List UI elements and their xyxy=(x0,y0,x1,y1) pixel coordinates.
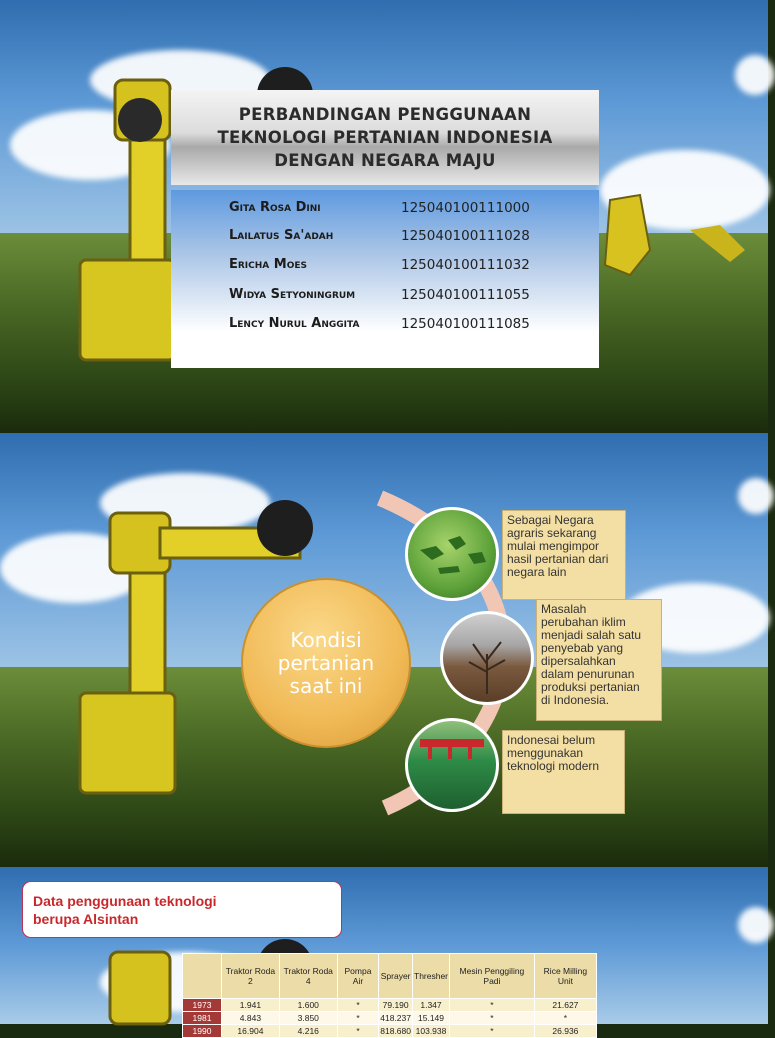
table-cell: 4.216 xyxy=(279,1025,337,1038)
members-panel xyxy=(171,190,599,368)
table-cell-year: 1981 xyxy=(183,1012,222,1025)
member-nim: 125040100111085 xyxy=(401,316,530,332)
drought-circle-image xyxy=(440,611,534,705)
table-header: Traktor Roda 2 xyxy=(222,954,280,999)
table-cell: 79.190 xyxy=(379,999,413,1012)
table-cell: * xyxy=(450,1025,535,1038)
table-header: Mesin Penggiling Padi xyxy=(450,954,535,999)
info-box-technology: Indonesai belum menggunakan teknologi modern xyxy=(502,730,625,814)
member-nim: 125040100111032 xyxy=(401,257,530,273)
table-cell: 1.600 xyxy=(279,999,337,1012)
table-cell: 818.680 xyxy=(380,1026,411,1036)
table-cell: 3.850 xyxy=(279,1012,337,1025)
table-header xyxy=(183,954,222,999)
table-cell: 103.938 xyxy=(413,1025,450,1038)
member-nim: 125040100111055 xyxy=(401,287,530,303)
table-cell: 16.904 xyxy=(222,1025,280,1038)
table-header: Traktor Roda 4 xyxy=(279,954,337,999)
table-cell: * xyxy=(534,1012,596,1025)
table-cell: * xyxy=(450,999,535,1012)
member-name: Lency Nurul Anggita xyxy=(229,316,360,331)
tractor-circle-image xyxy=(405,718,499,812)
info-box-import: Sebagai Negara agraris sekarang mulai mengimpor hasil pertanian dari negara lain xyxy=(502,510,626,600)
slide-data xyxy=(0,867,768,1036)
table-cell: 1.941 xyxy=(222,999,280,1012)
map-circle-image xyxy=(405,507,499,601)
table-header: Rice Milling Unit xyxy=(534,954,596,999)
table-cell: * xyxy=(337,1025,379,1038)
member-name: Lailatus Sa'adah xyxy=(229,228,334,243)
table-cell: 26.936 xyxy=(534,1025,596,1038)
info-box-climate: Masalah perubahan iklim menjadi salah satu penyebab yang dipersalahkan dalam penurunan produksi pertanian di Indonesia. xyxy=(536,599,662,721)
member-name: Gita Rosa Dini xyxy=(229,200,321,215)
table-row xyxy=(183,999,597,1012)
slide-title xyxy=(0,0,768,433)
table-header: Pompa Air xyxy=(337,954,379,999)
table-cell-year: 1973 xyxy=(183,999,222,1012)
indonesia-map-icon xyxy=(408,510,496,598)
table-cell: 21.627 xyxy=(534,999,596,1012)
table-header: Thresher xyxy=(413,954,450,999)
presentation-title: PERBANDINGAN PENGGUNAAN TEKNOLOGI PERTANIAN INDONESIA DENGAN NEGARA MAJU xyxy=(217,105,553,170)
table-cell: * xyxy=(337,999,379,1012)
table-cell: * xyxy=(450,1012,535,1025)
member-nim: 125040100111028 xyxy=(401,228,530,244)
table-row xyxy=(183,1025,597,1038)
center-circle-label: Kondisi pertanian saat ini xyxy=(277,627,375,698)
center-circle xyxy=(241,578,411,748)
member-name: Widya Setyoningrum xyxy=(229,287,356,302)
table-cell-year: 1990 xyxy=(183,1025,222,1038)
table-cell: * xyxy=(337,1012,379,1025)
data-heading: Data penggunaan teknologi berupa Alsintan xyxy=(33,893,217,927)
title-banner xyxy=(171,90,599,185)
slide-condition xyxy=(0,433,768,867)
data-heading-box xyxy=(22,881,342,938)
alsintan-table xyxy=(182,953,597,1038)
table-cell: 15.149 xyxy=(413,1012,450,1025)
dry-tree-icon xyxy=(443,614,531,702)
member-nim: 125040100111000 xyxy=(401,200,530,216)
table-header-row xyxy=(183,954,597,999)
member-name: Ericha Moes xyxy=(229,257,308,272)
table-cell: 4.843 xyxy=(222,1012,280,1025)
table-row xyxy=(183,1012,597,1025)
plow-icon xyxy=(408,721,496,809)
table-cell: 418.237 xyxy=(380,1013,411,1023)
table-header: Sprayer xyxy=(379,954,413,999)
table-cell: 1.347 xyxy=(413,999,450,1012)
